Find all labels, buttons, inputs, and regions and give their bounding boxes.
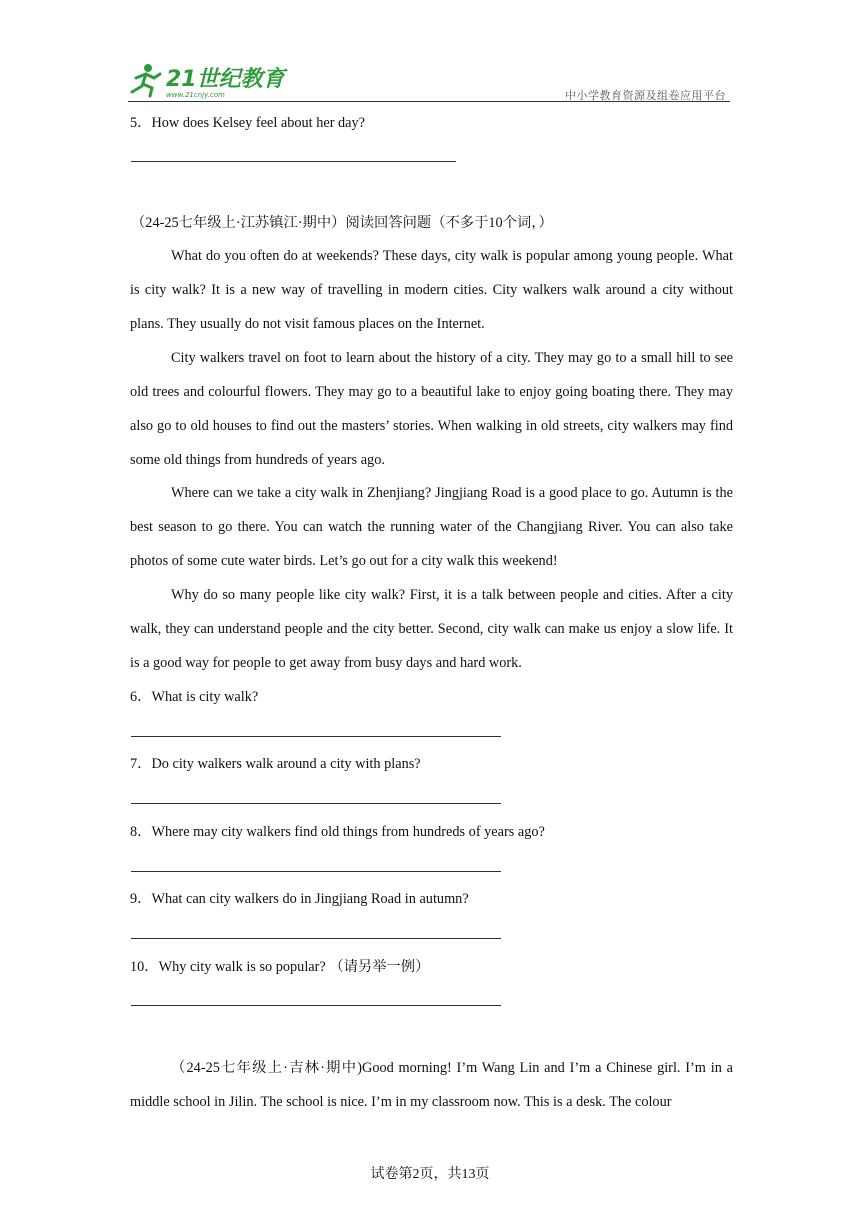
passage1-paragraph-1: What do you often do at weekends? These days, city walk is popular among young people. What is city walk? It is a new way of travelling in modern cities. City walkers walk around a city without plans. They usually do not visit famous places on the Internet. bbox=[130, 248, 733, 332]
question-9: 9．What can city walkers do in Jingjiang Road in autumn? bbox=[130, 891, 469, 907]
answer-line-7[interactable] bbox=[131, 803, 501, 804]
answer-line-5[interactable] bbox=[131, 161, 456, 162]
header-platform-text: 中小学教育资源及组卷应用平台 bbox=[565, 89, 726, 102]
answer-line-6[interactable] bbox=[131, 736, 501, 737]
logo-url: www.21cnjy.com bbox=[166, 91, 225, 99]
passage1-paragraph-4: Why do so many people like city walk? First, it is a talk between people and cities. After a city walk, they can understand people and the city better. Second, city walk can make us enjoy a slow life. It is a good way for people to get away from busy days and hard work. bbox=[130, 587, 733, 671]
question-7: 7．Do city walkers walk around a city with plans? bbox=[130, 756, 421, 772]
answer-line-9[interactable] bbox=[131, 938, 501, 939]
passage1-intro: （24-25七年级上·江苏镇江·期中）阅读回答问题（不多于10个词，） bbox=[131, 215, 553, 231]
question-6: 6．What is city walk? bbox=[130, 689, 259, 705]
logo-text: 21世纪教育 bbox=[166, 67, 285, 92]
question-10: 10．Why city walk is so popular? （请另举一例） bbox=[130, 959, 430, 975]
passage2-paragraph: （24-25七年级上·吉林·期中)Good morning! I’m Wang Lin and I’m a Chinese girl. I’m in a middle school in Jilin. The school is nice. I’m in my classroom now. This is a desk. The colour bbox=[130, 1060, 733, 1110]
header-rule bbox=[128, 101, 730, 102]
passage1-paragraph-2: City walkers travel on foot to learn about the history of a city. They may go to a small hill to see old trees and colourful flowers. They may go to a beautiful lake to enjoy going boating there. They may also go to old houses to find out the masters’ stories. When walking in old streets, city walkers may find some old things from hundreds of years ago. bbox=[130, 350, 733, 468]
answer-line-8[interactable] bbox=[131, 871, 501, 872]
page-footer: 试卷第2页，共13页 bbox=[370, 1167, 490, 1182]
question-8: 8．Where may city walkers find old things from hundreds of years ago? bbox=[130, 824, 545, 840]
answer-line-10[interactable] bbox=[131, 1005, 501, 1006]
page-header bbox=[128, 60, 730, 104]
question-5: 5．How does Kelsey feel about her day? bbox=[130, 115, 366, 131]
logo-21cnjy bbox=[128, 60, 285, 100]
passage1-paragraph-3: Where can we take a city walk in Zhenjiang? Jingjiang Road is a good place to go. Autumn is the best season to go there. You can watch the running water of the Changjiang River. You can also take photos of some cute water birds. Let’s go out for a city walk this weekend! bbox=[130, 485, 733, 569]
